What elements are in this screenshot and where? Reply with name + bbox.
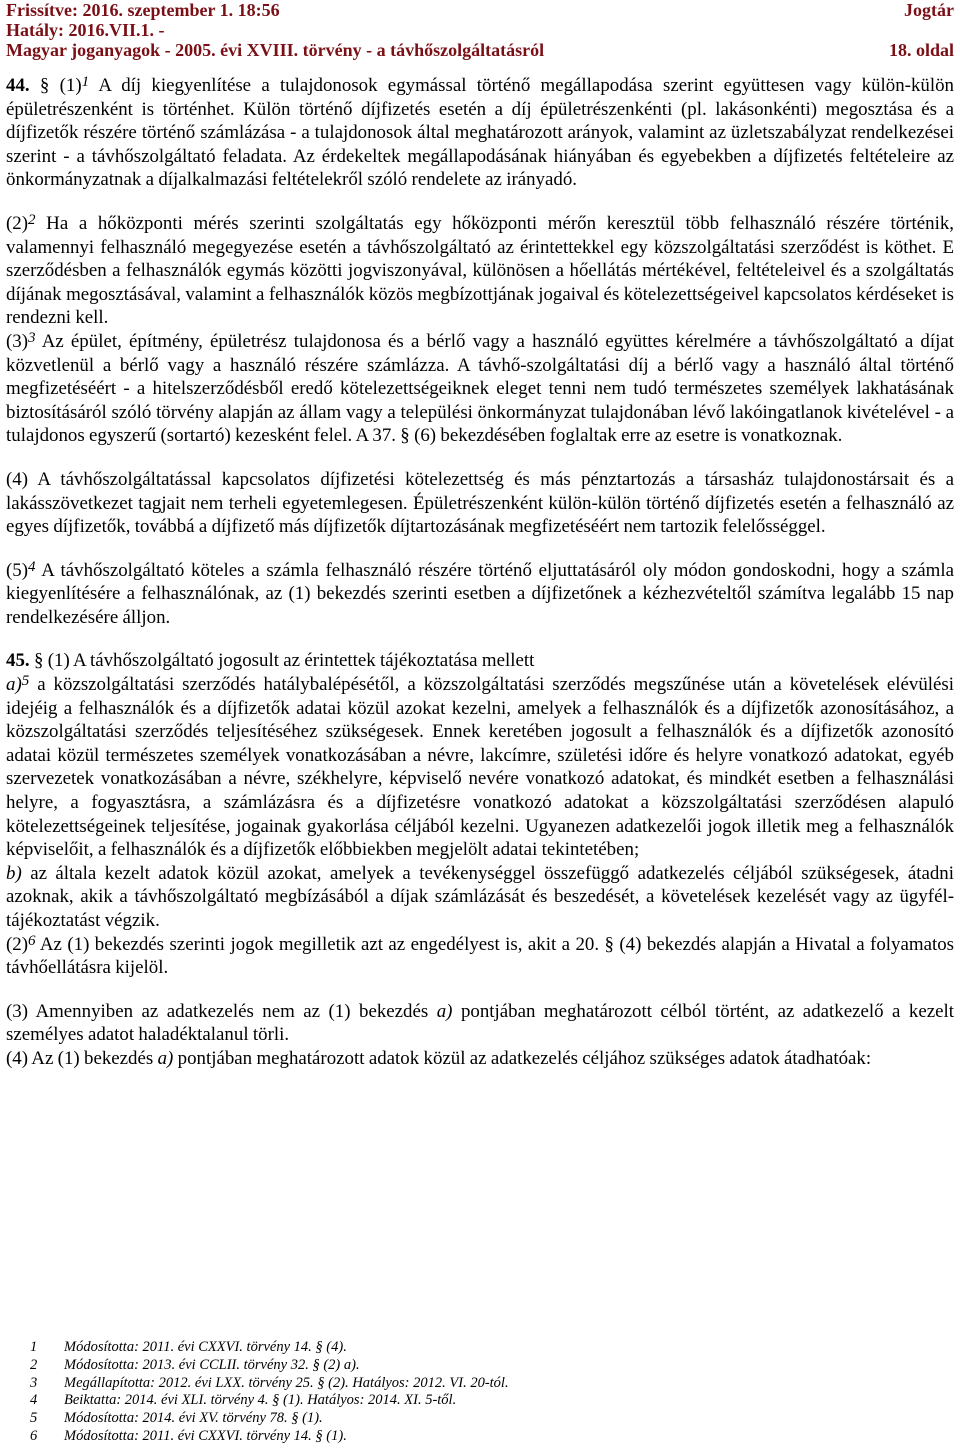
header-document-title: Magyar joganyagok - 2005. évi XVIII. törvény - a távhőszolgáltatásról	[6, 40, 545, 60]
paragraph	[6, 330, 954, 448]
header-updated: Frissítve: 2016. szeptember 1. 18:56	[6, 0, 280, 20]
footnote-number: 4	[30, 1392, 38, 1409]
footnote-ref: 4	[28, 558, 36, 575]
paragraph-text: pontjában meghatározott adatok közül az adatkezelés céljához szükséges adatok átadhatóak:	[173, 1047, 872, 1069]
page-header	[6, 0, 954, 62]
point-label: b)	[6, 862, 22, 884]
paragraph-text: Az (1) bekezdés szerinti jogok megilletik azt az engedélyest is, akit a 20. § (4) bekezdés alapján a Hivatal a folyamatos távhőellátásra kijelöl.	[6, 933, 954, 979]
section-number: 45.	[6, 650, 30, 672]
footnote-number: 1	[30, 1339, 38, 1355]
paragraph-text: (3) Amennyiben az adatkezelés nem az (1) bekezdés	[6, 1000, 437, 1022]
footnote	[30, 1339, 509, 1357]
footnote	[30, 1410, 509, 1428]
footnote-ref: 5	[21, 673, 30, 690]
paragraph-text: § (1) A távhőszolgáltató jogosult az érintettek tájékoztatása mellett	[29, 650, 535, 672]
footnote-number: 2	[30, 1356, 38, 1373]
paragraph	[6, 74, 954, 192]
footnote-text: Módosította: 2011. évi CXXVI. törvény 14. § (4).	[64, 1339, 347, 1355]
paragraph	[6, 212, 954, 330]
paragraph-text: (4) Az (1) bekezdés	[6, 1047, 158, 1069]
point-label: a)	[157, 1047, 174, 1069]
footnote-text: Módosította: 2011. évi CXXVI. törvény 14. § (1).	[64, 1427, 347, 1444]
paragraph-text: pontjában meghatározott célból történt, az adatkezelő a kezelt személyes adatot haladéktalanul törli.	[6, 1000, 954, 1046]
footnote-text: Módosította: 2013. évi CCLII. törvény 32. § (2) a).	[64, 1356, 360, 1373]
paragraph-text: az általa kezelt adatok közül azokat, amelyek a tevékenységgel összefüggő adatkezelés céljából szükségesek, átadni azoknak, akik a távhőszolgáltató megbízásából a díjak számlázását és beszedését, a követelések kezelését vagy az ügyfél-tájékoztatást végzik.	[6, 862, 954, 931]
paragraph	[6, 1047, 954, 1071]
header-publisher: Jogtár	[904, 0, 954, 20]
paragraph-text: A díj kiegyenlítése a tulajdonosok egymással történő megállapodása szerint együttesen vagy külön-külön épületrészenként is történhet. Külön történő díjfizetés esetén a díj épületrészenkénti (pl. lakásonkénti) megosztása és a díjfizetők részére történő számlázása - a tulajdonosok által meghatározott arányok, valamint az üzletszabályzat rendelkezései szerint - a távhőszolgáltató feladata. Az érdekeltek megállapodásának hiányában és egyebekben a díjfizetés feltételeire az önkormányzatnak a díjalkalmazási feltételekről szóló rendelete az irányadó.	[6, 75, 955, 191]
point-label: a)	[436, 1000, 453, 1022]
paragraph-text: Az épület, építmény, épületrész tulajdonosa és a bérlő vagy a használó együttes kérelmére a távhőszolgáltató a díjat közvetlenül a bérlő vagy a használó részére számlázza. A távhő-szolgáltatási díj a bérlő vagy a használó által történő megfizetéséért - a hitelszerződésből eredő kötelezettségeiknek eleget tenni nem tudó természetes személyek lakhatásának biztosításáról szóló törvény alapján az állam vagy a települési önkormányzat tulajdonában lévő lakóingatlanok kivételével - a tulajdonos egyszerű (sortartó) kezesként felel. A 37. § (6) bekezdésében foglaltak erre az esetre is vonatkoznak.	[6, 330, 954, 447]
point-label: a)	[6, 674, 22, 696]
paragraph-text: (4) A távhőszolgáltatással kapcsolatos díjfizetési kötelezettség és más pénztartozás a társasház tulajdonostársait és a lakásszövetkezet tagjait nem terheli egyetemlegesen. Épületrészenként külön-külön történő díjfizetés esetén a felhasználó az egyes díjfizetők, továbbá a díjfizető más díjfizetők díjtartozásának megfizetéséért nem tartozik felelősséggel.	[6, 468, 954, 538]
paragraph-text: (5)	[6, 559, 29, 581]
paragraph	[6, 862, 954, 933]
footnote	[30, 1392, 509, 1410]
footnote	[30, 1357, 509, 1375]
paragraph-text: Ha a hőközponti mérés szerinti szolgáltatás egy hőközponti mérőn keresztül több felhasználó részére történik, valamennyi felhasználó megegyezése esetén a távhőszolgáltató az érintettekkel egy közszolgáltatási szerződést is köthet. E szerződésben a felhasználók egymás közötti jogviszonyával, különösen a hőellátás mértékével, feltételeivel és a szolgáltatás díjának megosztásával, valamint a felhasználók közös megbízottjának jogaival és kötelezettségeivel kapcsolatos kérdéseket is rendezni kell.	[6, 212, 954, 329]
paragraph-text: § (1)	[29, 75, 82, 96]
footnote-ref: 2	[28, 211, 36, 228]
paragraph	[6, 1000, 954, 1047]
header-page-number: 18. oldal	[888, 40, 954, 60]
footnote-ref: 6	[28, 932, 36, 949]
paragraph	[6, 649, 954, 673]
footnote-text: Beiktatta: 2014. évi XLI. törvény 4. § (1). Hatályos: 2014. XI. 5-től.	[64, 1392, 457, 1409]
footnote-text: Módosította: 2014. évi XV. törvény 78. § (1).	[64, 1410, 323, 1427]
footnote-ref: 1	[81, 74, 90, 90]
footnotes	[30, 1339, 509, 1446]
footnote	[30, 1375, 509, 1393]
paragraph	[6, 933, 954, 980]
footnote-number: 3	[30, 1374, 38, 1391]
paragraph-text: a közszolgáltatási szerződés hatálybalépésétől, a közszolgáltatási szerződés megszűnése után a követelések elévülési idejéig a felhasználók és a díjfizetők adatai közül azokat kezelni, amelyek a felhasználók és a díjfizetők azonosításához, a közszolgáltatási szerződés teljesítéséhez szükségesek. Ennek keretében jogosult a felhasználók és a díjfizetők azonosító adatai közül természetes személyek vonatkozásában a névre, lakcímre, születési időre és helyre vonatkozó adatokat, egyéb szervezetek vonatkozásában a névre, székhelyre, képviselő nevére vonatkozó adatokat, és mindkét esetben a felhasználási helyre, a fogyasztásra, a számlázásra és a díjfizetésre vonatkozó adatokat a közszolgáltatási szerződésen alapuló kötelezettségeinek teljesítése, jogainak gyakorlása céljából kezelni. Ugyanezen adatkezelői jogok illetik meg a felhasználók képviselőit, a felhasználók és a díjfizetők előbbiekben megjelölt adatai tekintetében;	[6, 674, 954, 861]
paragraph-text: A távhőszolgáltató köteles a számla felhasználó részére történő eljuttatásáról oly módon gondoskodni, hogy a számla kiegyenlítésére a felhasználónak, az (1) bekezdés szerinti esetben a díjfizetőnek a kézhezvételtől számítva legalább 15 nap rendelkezésére álljon.	[6, 559, 954, 628]
footnote-ref: 3	[28, 329, 36, 346]
paragraph	[6, 673, 954, 862]
header-effective: Hatály: 2016.VII.1. -	[6, 20, 165, 40]
footnote-text: Megállapította: 2012. évi LXX. törvény 25. § (2). Hatályos: 2012. VI. 20-tól.	[64, 1374, 509, 1391]
footnote	[30, 1428, 509, 1446]
footnote-number: 6	[30, 1427, 38, 1444]
paragraph-text: (2)	[6, 933, 29, 955]
section-number: 44.	[6, 75, 30, 96]
paragraph-text: (2)	[6, 212, 29, 234]
footnote-number: 5	[30, 1410, 38, 1427]
paragraph	[6, 559, 954, 630]
paragraph-text: (3)	[6, 330, 29, 352]
document-body	[6, 74, 954, 1071]
paragraph	[6, 468, 954, 539]
